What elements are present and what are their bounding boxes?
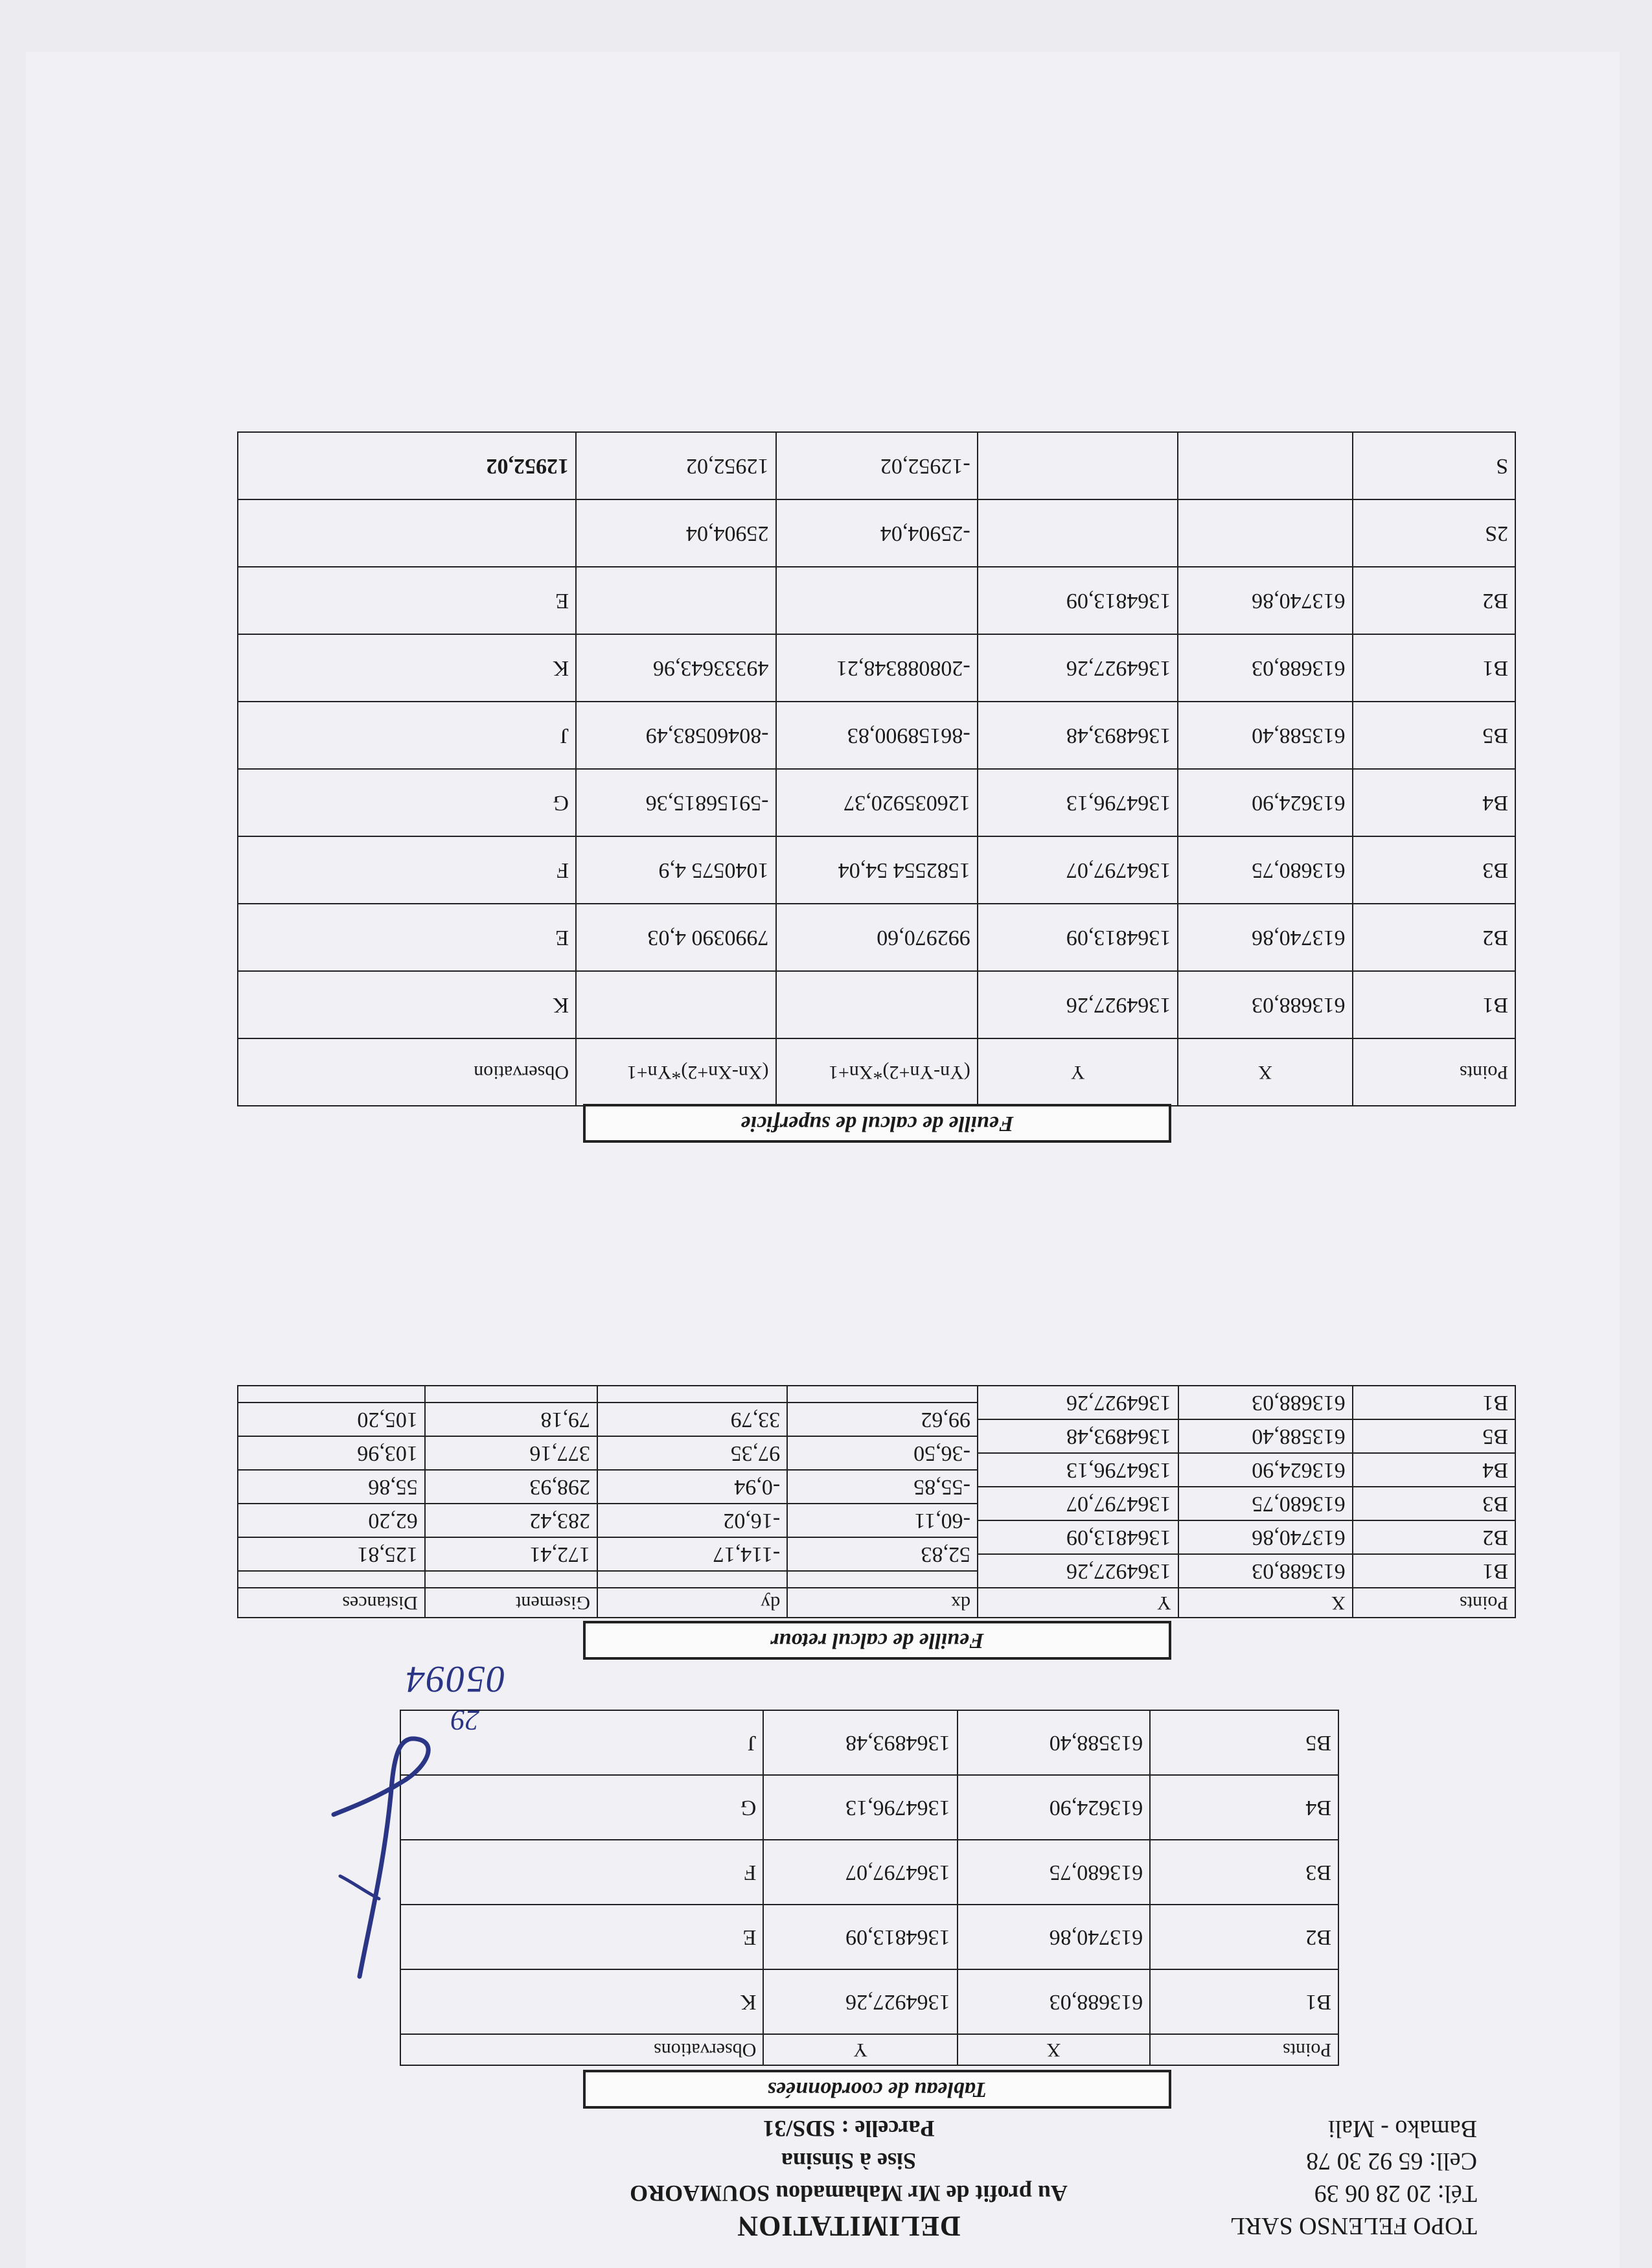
- sum-2s-row: [238, 499, 1515, 567]
- cell: 1364796,13: [978, 769, 1178, 836]
- cell: -25904,04: [776, 499, 978, 567]
- cell: J: [400, 1710, 763, 1775]
- cell: 1364813,09: [978, 1520, 1178, 1554]
- cell: B2: [1353, 904, 1515, 971]
- cell: B4: [1353, 769, 1515, 836]
- table-row: [400, 1710, 1338, 1775]
- document-title: DELIMITATION: [737, 2210, 961, 2242]
- cell: 33,79: [597, 1403, 787, 1436]
- col-y: Y: [763, 2034, 957, 2065]
- cell: 613740,86: [1178, 904, 1352, 971]
- table-row: [400, 1840, 1338, 1905]
- document-heading: [602, 2113, 1095, 2242]
- cell: G: [238, 769, 576, 836]
- cell: 613588,40: [958, 1710, 1151, 1775]
- cell: -80460583,49: [576, 702, 776, 769]
- cell: B1: [1353, 1554, 1515, 1588]
- col-dx: dx: [787, 1588, 978, 1618]
- cell: -55,85: [787, 1470, 978, 1504]
- cell: 7990390 4,03: [576, 904, 776, 971]
- cell: B3: [1150, 1840, 1338, 1905]
- cell: B2: [1353, 1520, 1515, 1554]
- company-cell: Cell: 65 92 30 78: [1306, 2148, 1477, 2175]
- table-row: [238, 702, 1515, 769]
- cell: B2: [1353, 567, 1515, 634]
- cell: 613624,90: [958, 1775, 1151, 1840]
- cell: 79,18: [425, 1403, 597, 1436]
- table-row: [238, 836, 1515, 904]
- cell: 1364927,26: [978, 1386, 1178, 1419]
- cell: G: [400, 1775, 763, 1840]
- cell: 613740,86: [1178, 567, 1352, 634]
- cell: 1364927,26: [978, 1554, 1178, 1588]
- s-row: [238, 432, 1515, 499]
- cell: B1: [1353, 1386, 1515, 1419]
- cell: 1364927,26: [978, 634, 1178, 702]
- area-result: 12952,02: [238, 432, 576, 499]
- cell: 1364796,13: [763, 1775, 957, 1840]
- cell: E: [238, 904, 576, 971]
- cell: B3: [1353, 836, 1515, 904]
- table-row: [238, 904, 1515, 971]
- signature-reference: 05094: [405, 1658, 505, 1701]
- cell: [576, 567, 776, 634]
- coord-table-title: Tableau de coordonnées: [583, 2070, 1171, 2109]
- cell: 377,16: [425, 1436, 597, 1470]
- col-formula-2: (Xn-Xn+2)*Yn+1: [576, 1038, 776, 1106]
- cell: 613680,75: [1178, 836, 1352, 904]
- col-gisement: Gisement: [425, 1588, 597, 1618]
- cell: 613740,86: [1178, 1520, 1353, 1554]
- cell: 62,20: [238, 1504, 425, 1537]
- cell: B5: [1150, 1710, 1338, 1775]
- area-table-title: Feuille de calcul de superficie: [583, 1104, 1171, 1143]
- cell: 1364893,48: [978, 702, 1178, 769]
- cell: 298,93: [425, 1470, 597, 1504]
- table-row: [400, 1969, 1338, 2034]
- col-x: X: [1178, 1038, 1352, 1106]
- cell: B1: [1150, 1969, 1338, 2034]
- cell: 1364927,26: [978, 971, 1178, 1038]
- parcel: Parcelle : SDS/31: [763, 2116, 935, 2142]
- cell: 613624,90: [1178, 769, 1352, 836]
- cell: 613588,40: [1178, 1419, 1353, 1453]
- cell: 105,20: [238, 1403, 425, 1436]
- coord-table-header: [400, 2034, 1338, 2065]
- area-table-header: [238, 1038, 1515, 1106]
- cell: F: [238, 836, 576, 904]
- cell: 1364797,07: [978, 1487, 1178, 1520]
- col-x: X: [958, 2034, 1151, 2065]
- cell: B4: [1353, 1453, 1515, 1487]
- col-observation: Observation: [238, 1038, 576, 1106]
- cell: -0,94: [597, 1470, 787, 1504]
- cell: [576, 971, 776, 1038]
- cell: 1364796,13: [978, 1453, 1178, 1487]
- cell: 1364797,07: [763, 1840, 957, 1905]
- company-tel: Tél: 20 28 06 39: [1314, 2180, 1477, 2207]
- cell: J: [238, 702, 576, 769]
- table-row: [400, 1775, 1338, 1840]
- cell: 12952,02: [576, 432, 776, 499]
- location: Sise à Sinsina: [781, 2148, 917, 2174]
- table-row: [400, 1905, 1338, 1969]
- col-points: Points: [1353, 1588, 1515, 1618]
- cell: -114,17: [597, 1537, 787, 1571]
- cell: -59156815,36: [576, 769, 776, 836]
- col-distances: Distances: [238, 1588, 425, 1618]
- table-row: [238, 567, 1515, 634]
- cell: 1040575 4,9: [576, 836, 776, 904]
- cell: 992970,60: [776, 904, 978, 971]
- return-table-title: Feuille de calcul retour: [583, 1621, 1171, 1660]
- label-s: S: [1353, 432, 1515, 499]
- cell: [776, 971, 978, 1038]
- cell: -60,11: [787, 1504, 978, 1537]
- cell: B4: [1150, 1775, 1338, 1840]
- cell: 613588,40: [1178, 702, 1352, 769]
- company-name: TOPO FELENSO SARL: [1230, 2212, 1477, 2239]
- signature-number: 29: [451, 1704, 479, 1736]
- company-city: Bamako - Mali: [1327, 2115, 1477, 2142]
- cell: B5: [1353, 1419, 1515, 1453]
- cell: 1364927,26: [763, 1969, 957, 2034]
- col-y: Y: [978, 1038, 1178, 1106]
- cell: -12952,02: [776, 432, 978, 499]
- cell: 613688,03: [1178, 1554, 1353, 1588]
- cell: 1364797,07: [978, 836, 1178, 904]
- coord-table: [400, 1710, 1339, 2066]
- cell: 613688,03: [958, 1969, 1151, 2034]
- col-points: Points: [1353, 1038, 1515, 1106]
- cell: B3: [1353, 1487, 1515, 1520]
- col-x: X: [1178, 1588, 1353, 1618]
- cell: -36,50: [787, 1436, 978, 1470]
- col-formula-1: (Yn-Yn+2)*Xn+1: [776, 1038, 978, 1106]
- table-row: [238, 634, 1515, 702]
- label-2s: 2S: [1353, 499, 1515, 567]
- cell: -208088348,21: [776, 634, 978, 702]
- cell: 1364813,09: [978, 904, 1178, 971]
- return-table-header: [238, 1588, 1515, 1618]
- cell: 126035920,37: [776, 769, 978, 836]
- handwritten-signature: [317, 1724, 499, 1996]
- table-row: [238, 971, 1515, 1038]
- cell: 613680,75: [1178, 1487, 1353, 1520]
- cell: 613688,03: [1178, 971, 1352, 1038]
- area-table: [237, 431, 1516, 1106]
- cell: 613740,86: [958, 1905, 1151, 1969]
- cell: 1582554 54,04: [776, 836, 978, 904]
- table-row: [238, 769, 1515, 836]
- cell: 172,41: [425, 1537, 597, 1571]
- cell: -16,02: [597, 1504, 787, 1537]
- cell: B5: [1353, 702, 1515, 769]
- col-observations: Observations: [400, 2034, 763, 2065]
- col-points: Points: [1150, 2034, 1338, 2065]
- cell: K: [238, 971, 576, 1038]
- return-table: [237, 1385, 1516, 1618]
- cell: 1364893,48: [763, 1710, 957, 1775]
- cell: F: [400, 1840, 763, 1905]
- cell: 125,81: [238, 1537, 425, 1571]
- cell: E: [400, 1905, 763, 1969]
- cell: [776, 567, 978, 634]
- cell: B1: [1353, 971, 1515, 1038]
- cell: K: [238, 634, 576, 702]
- beneficiary: Au profit de Mr Mahamadou SOUMAORO: [630, 2181, 1068, 2206]
- col-y: Y: [978, 1588, 1178, 1618]
- cell: 1364813,09: [763, 1905, 957, 1969]
- cell: 52,83: [787, 1537, 978, 1571]
- cell: B2: [1150, 1905, 1338, 1969]
- cell: B1: [1353, 634, 1515, 702]
- cell: 49333643,96: [576, 634, 776, 702]
- cell: K: [400, 1969, 763, 2034]
- cell: 55,86: [238, 1470, 425, 1504]
- cell: E: [238, 567, 576, 634]
- company-block: [1230, 2113, 1477, 2242]
- cell: 25904,04: [576, 499, 776, 567]
- cell: 99,62: [787, 1403, 978, 1436]
- cell: 1364893,48: [978, 1419, 1178, 1453]
- cell: 103,96: [238, 1436, 425, 1470]
- cell: 613624,90: [1178, 1453, 1353, 1487]
- cell: -86158900,83: [776, 702, 978, 769]
- cell: 613680,75: [958, 1840, 1151, 1905]
- cell: 283,42: [425, 1504, 597, 1537]
- cell: 613688,03: [1178, 1386, 1353, 1419]
- cell: 613688,03: [1178, 634, 1352, 702]
- col-dy: dy: [597, 1588, 787, 1618]
- cell: 97,35: [597, 1436, 787, 1470]
- cell: 1364813,09: [978, 567, 1178, 634]
